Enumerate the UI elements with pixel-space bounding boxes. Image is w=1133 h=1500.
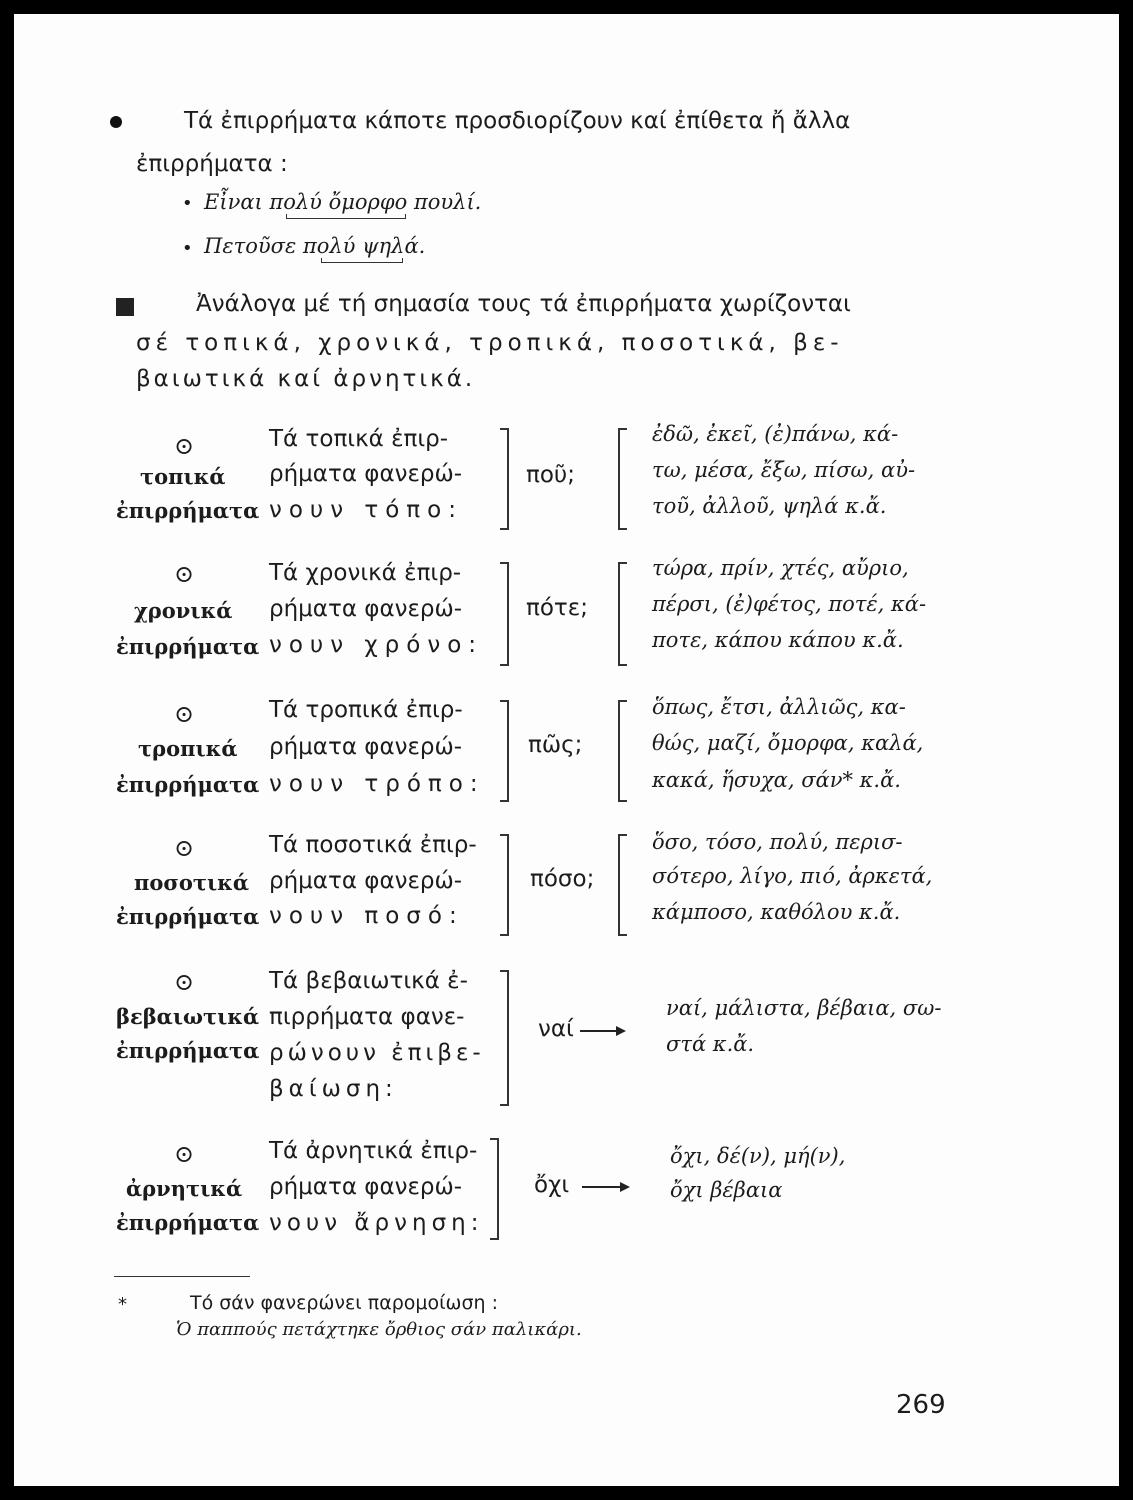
examples-line-3: τοῦ, ἀλλοῦ, ψηλά κ.ἄ. — [652, 494, 887, 518]
desc-line-3: νουν τρόπο: — [269, 771, 485, 797]
negate-name: ἀρνητικά — [126, 1176, 243, 1201]
arrow-icon — [580, 1030, 624, 1032]
desc-line-1: Τά τοπικά ἐπιρ- — [269, 426, 449, 452]
affirm-examples-2: στά κ.ἄ. — [666, 1032, 755, 1056]
bullet-icon — [110, 116, 122, 128]
desc-line-3: νουν τόπο: — [269, 497, 463, 523]
example-dot-1: • — [182, 193, 193, 214]
category-word: ἐπιρρήματα — [116, 772, 260, 797]
affirm-desc-1: Τά βεβαιωτικά ἐ- — [269, 968, 468, 994]
negate-question: ὄχι — [534, 1172, 570, 1198]
desc-line-1: Τά χρονικά ἐπιρ- — [269, 560, 462, 586]
category-name: τοπικά — [140, 464, 226, 489]
desc-line-2: ρήματα φανερώ- — [269, 868, 463, 894]
examples-line-1: ὅπως, ἔτσι, ἀλλιῶς, κα- — [652, 695, 906, 719]
page-number: 269 — [896, 1390, 946, 1420]
footnote-line-2: Ὁ παππούς πετάχτηκε ὄρθιος σάν παλικάρι. — [176, 1319, 582, 1340]
affirm-examples-1: ναί, μάλιστα, βέβαια, σω- — [666, 996, 942, 1020]
intro-line-1: Τά ἐπιρρήματα κάποτε προσδιορίζουν καί ἐπίθετα ἤ ἄλλα — [184, 108, 851, 134]
negate-examples-1: ὄχι, δέ(ν), μή(ν), — [670, 1144, 846, 1168]
examples-line-2: τω, μέσα, ἔξω, πίσω, αὐ- — [652, 458, 916, 482]
desc-line-1: Τά τροπικά ἐπιρ- — [269, 697, 463, 723]
category-name: τροπικά — [138, 736, 238, 761]
category-word: ἐπιρρήματα — [116, 904, 260, 929]
category-word: ἐπιρρήματα — [116, 634, 260, 659]
question-word: πότε; — [526, 595, 588, 621]
affirm-desc-4: βαίωση: — [269, 1076, 398, 1102]
section-square-icon — [116, 298, 134, 316]
footnote-star: * — [118, 1294, 127, 1315]
desc-line-1: Τά ποσοτικά ἐπιρ- — [269, 832, 477, 858]
circle-dot-icon: ⊙ — [174, 1140, 195, 1168]
negate-desc-2: ρήματα φανερώ- — [269, 1174, 463, 1200]
section-line-2: σέ τοπικά, χρονικά, τροπικά, ποσοτικά, βε- — [136, 330, 844, 356]
question-word: πόσο; — [530, 866, 595, 892]
bracket-left — [618, 562, 627, 666]
bracket-left — [618, 428, 627, 530]
affirm-name: βεβαιωτικά — [116, 1004, 260, 1029]
desc-line-3: νουν χρόνο: — [269, 632, 484, 658]
example-2: Πετοῦσε πολύ ψηλά. — [204, 234, 426, 258]
example-1: Εἶναι πολύ ὄμορφο πουλί. — [204, 190, 482, 214]
section-line-1: Ἀνάλογα μέ τή σημασία τους τά ἐπιρρήματα χωρίζονται — [196, 291, 851, 317]
desc-line-2: ρήματα φανερώ- — [269, 734, 463, 760]
bracket-right — [500, 428, 509, 530]
affirm-desc-2: πιρρήματα φανε- — [269, 1004, 465, 1030]
section-line-3: βαιωτικά καί ἀρνητικά. — [136, 366, 476, 392]
bracket-right — [500, 970, 509, 1106]
footnote-rule — [114, 1276, 250, 1277]
category-name: ποσοτικά — [134, 870, 250, 895]
negate-examples-2: ὄχι βέβαια — [670, 1178, 783, 1202]
category-name: χρονικά — [134, 598, 233, 623]
bracket-right — [490, 1138, 499, 1240]
question-word: πῶς; — [528, 732, 583, 758]
affirm-desc-3: ρώνουν ἐπιβε- — [269, 1040, 485, 1066]
desc-line-2: ρήματα φανερώ- — [269, 461, 463, 487]
circle-dot-icon: ⊙ — [174, 432, 195, 460]
circle-dot-icon: ⊙ — [174, 560, 195, 588]
bracket-right — [500, 834, 509, 936]
footnote-line-1: Τό σάν φανερώνει παρομοίωση : — [190, 1292, 498, 1314]
negate-word: ἐπιρρήματα — [116, 1210, 260, 1235]
circle-dot-icon: ⊙ — [174, 834, 195, 862]
examples-line-2: θώς, μαζί, ὄμορφα, καλά, — [652, 731, 924, 755]
category-word: ἐπιρρήματα — [116, 498, 260, 523]
question-word: ποῦ; — [526, 462, 575, 488]
bracket-right — [500, 700, 509, 802]
desc-line-3: νουν ποσό: — [269, 903, 464, 929]
bracket-left — [618, 834, 627, 936]
affirm-word: ἐπιρρήματα — [116, 1038, 260, 1063]
examples-line-1: τώρα, πρίν, χτές, αὔριο, — [652, 556, 909, 580]
desc-line-2: ρήματα φανερώ- — [269, 596, 463, 622]
examples-line-3: κάμποσο, καθόλου κ.ἄ. — [652, 900, 901, 924]
circle-dot-icon: ⊙ — [174, 700, 195, 728]
circle-dot-icon: ⊙ — [174, 968, 195, 996]
affirm-question: ναί — [538, 1016, 574, 1042]
example-dot-2: • — [182, 238, 193, 259]
examples-line-3: κακά, ἥσυχα, σάν* κ.ἄ. — [652, 768, 901, 792]
example-1-underline — [286, 214, 406, 219]
bracket-left — [618, 700, 627, 802]
examples-line-1: ὅσο, τόσο, πολύ, περισ- — [652, 830, 903, 854]
examples-line-2: σότερο, λίγο, πιό, ἀρκετά, — [652, 864, 933, 888]
negate-desc-3: νουν ἄρνηση: — [269, 1210, 484, 1236]
examples-line-1: ἐδῶ, ἐκεῖ, (ἐ)πάνω, κά- — [652, 422, 899, 446]
arrow-icon — [582, 1186, 628, 1188]
bracket-right — [500, 562, 509, 666]
intro-line-2: ἐπιρρήματα : — [136, 151, 288, 177]
negate-desc-1: Τά ἀρνητικά ἐπιρ- — [269, 1138, 478, 1164]
example-2-underline — [321, 258, 403, 263]
examples-line-3: ποτε, κάπου κάπου κ.ἄ. — [652, 628, 904, 652]
examples-line-2: πέρσι, (ἐ)φέτος, ποτέ, κά- — [652, 592, 927, 616]
